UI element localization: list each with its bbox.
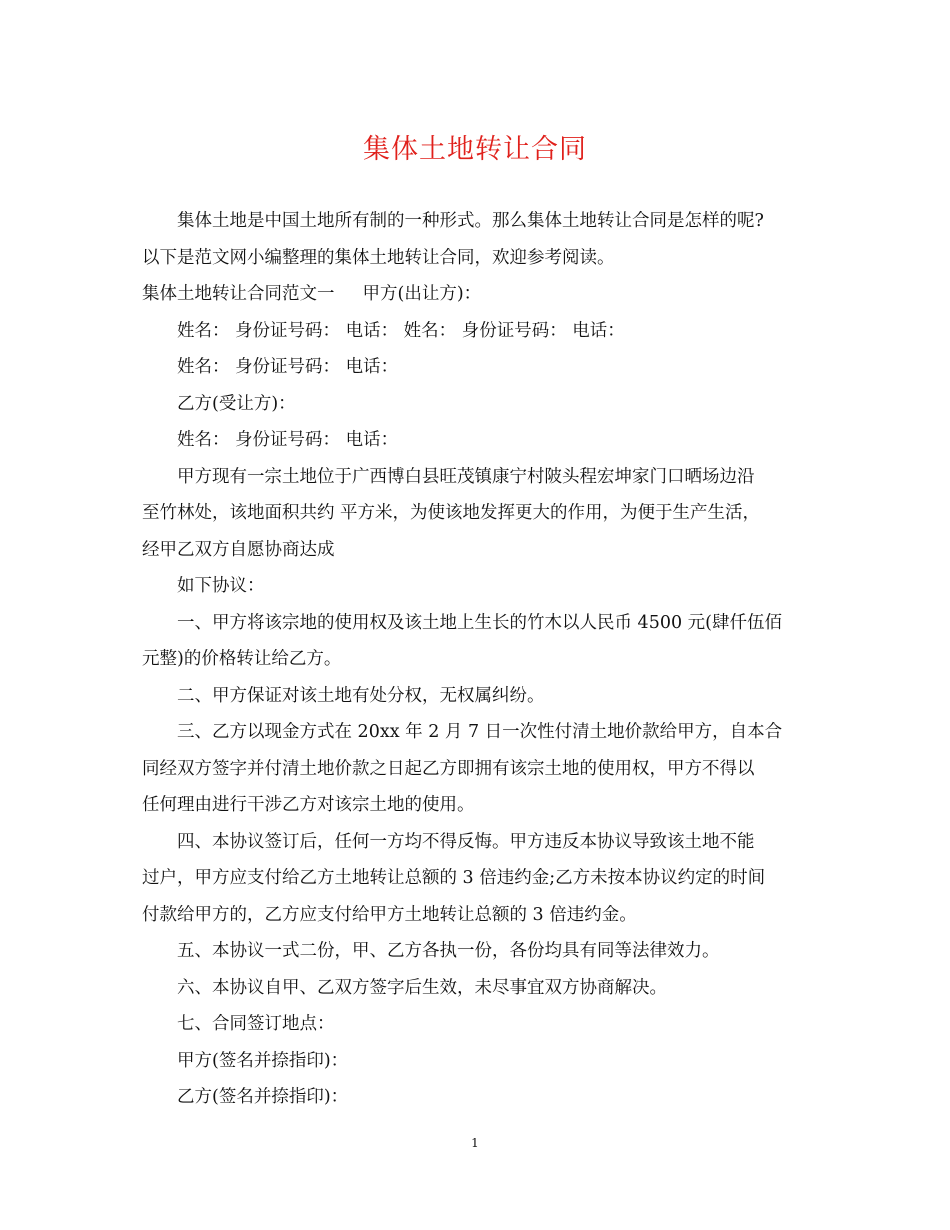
land-line-3: 经甲乙双方自愿协商达成 xyxy=(142,539,335,560)
party-b-signature-line: 乙方(签名并捺指印)： xyxy=(177,1087,349,1107)
intro-line-2: 以下是范文网小编整理的集体土地转让合同，欢迎参考阅读。 xyxy=(142,247,615,268)
intro-line-1: 集体土地是中国土地所有制的一种形式。那么集体土地转让合同是怎样的呢? xyxy=(177,211,764,231)
clause-6: 六、本协议自甲、乙双方签字后生效，未尽事宜双方协商解决。 xyxy=(177,977,667,998)
party-a-info-line-1: 姓名： 身份证号码： 电话： 姓名： 身份证号码： 电话： xyxy=(177,320,625,341)
clause-1-line-2: 元整)的价格转让给乙方。 xyxy=(142,649,342,669)
agreement-intro: 如下协议： xyxy=(177,576,265,596)
clause-1-line-1: 一、甲方将该宗地的使用权及该土地上生长的竹木以人民币 4500 元(肆仟伍佰 xyxy=(177,612,782,633)
party-a-signature-line: 甲方(签名并捺指印)： xyxy=(177,1050,349,1071)
clause-7: 七、合同签订地点： xyxy=(177,1014,335,1034)
clause-2: 二、甲方保证对该土地有处分权，无权属纠纷。 xyxy=(177,685,545,706)
clause-3-line-1: 三、乙方以现金方式在 20xx 年 2 月 7 日一次性付清土地价款给甲方，自本合 xyxy=(177,722,783,742)
party-a-info-line-2: 姓名： 身份证号码： 电话： xyxy=(177,357,399,377)
party-b-heading: 乙方(受让方)： xyxy=(177,393,296,414)
party-a-heading: 甲方(出让方)： xyxy=(362,284,482,304)
land-line-2: 至竹林处，该地面积共约 平方米，为使该地发挥更大的作用，为便于生产生活， xyxy=(142,503,761,523)
sample-heading: 集体土地转让合同范文一 xyxy=(142,284,335,304)
clause-5: 五、本协议一式二份，甲、乙方各执一份，各份均具有同等法律效力。 xyxy=(177,941,720,961)
clause-3-line-2: 同经双方签字并付清土地价款之日起乙方即拥有该宗土地的使用权，甲方不得以 xyxy=(142,758,755,779)
clause-3-line-3: 任何理由进行干涉乙方对该宗土地的使用。 xyxy=(142,795,475,815)
party-b-info: 姓名： 身份证号码： 电话： xyxy=(177,430,399,450)
clause-4-line-2: 过户，甲方应支付给乙方土地转让总额的 3 倍违约金;乙方未按本协议约定的时间 xyxy=(142,868,766,888)
sample-and-party-a-line xyxy=(142,276,810,313)
land-line-1: 甲方现有一宗土地位于广西博白县旺茂镇康宁村陂头程宏坤家门口晒场边沿 xyxy=(177,466,755,487)
clause-4-line-3: 付款给甲方的，乙方应支付给甲方土地转让总额的 3 倍违约金。 xyxy=(142,904,637,925)
document-title: 集体土地转让合同 xyxy=(363,134,587,165)
page-number: 1 xyxy=(471,1136,479,1150)
document-body xyxy=(142,203,810,1116)
clause-4-line-1: 四、本协议签订后，任何一方均不得反悔。甲方违反本协议导致该土地不能 xyxy=(177,831,755,852)
